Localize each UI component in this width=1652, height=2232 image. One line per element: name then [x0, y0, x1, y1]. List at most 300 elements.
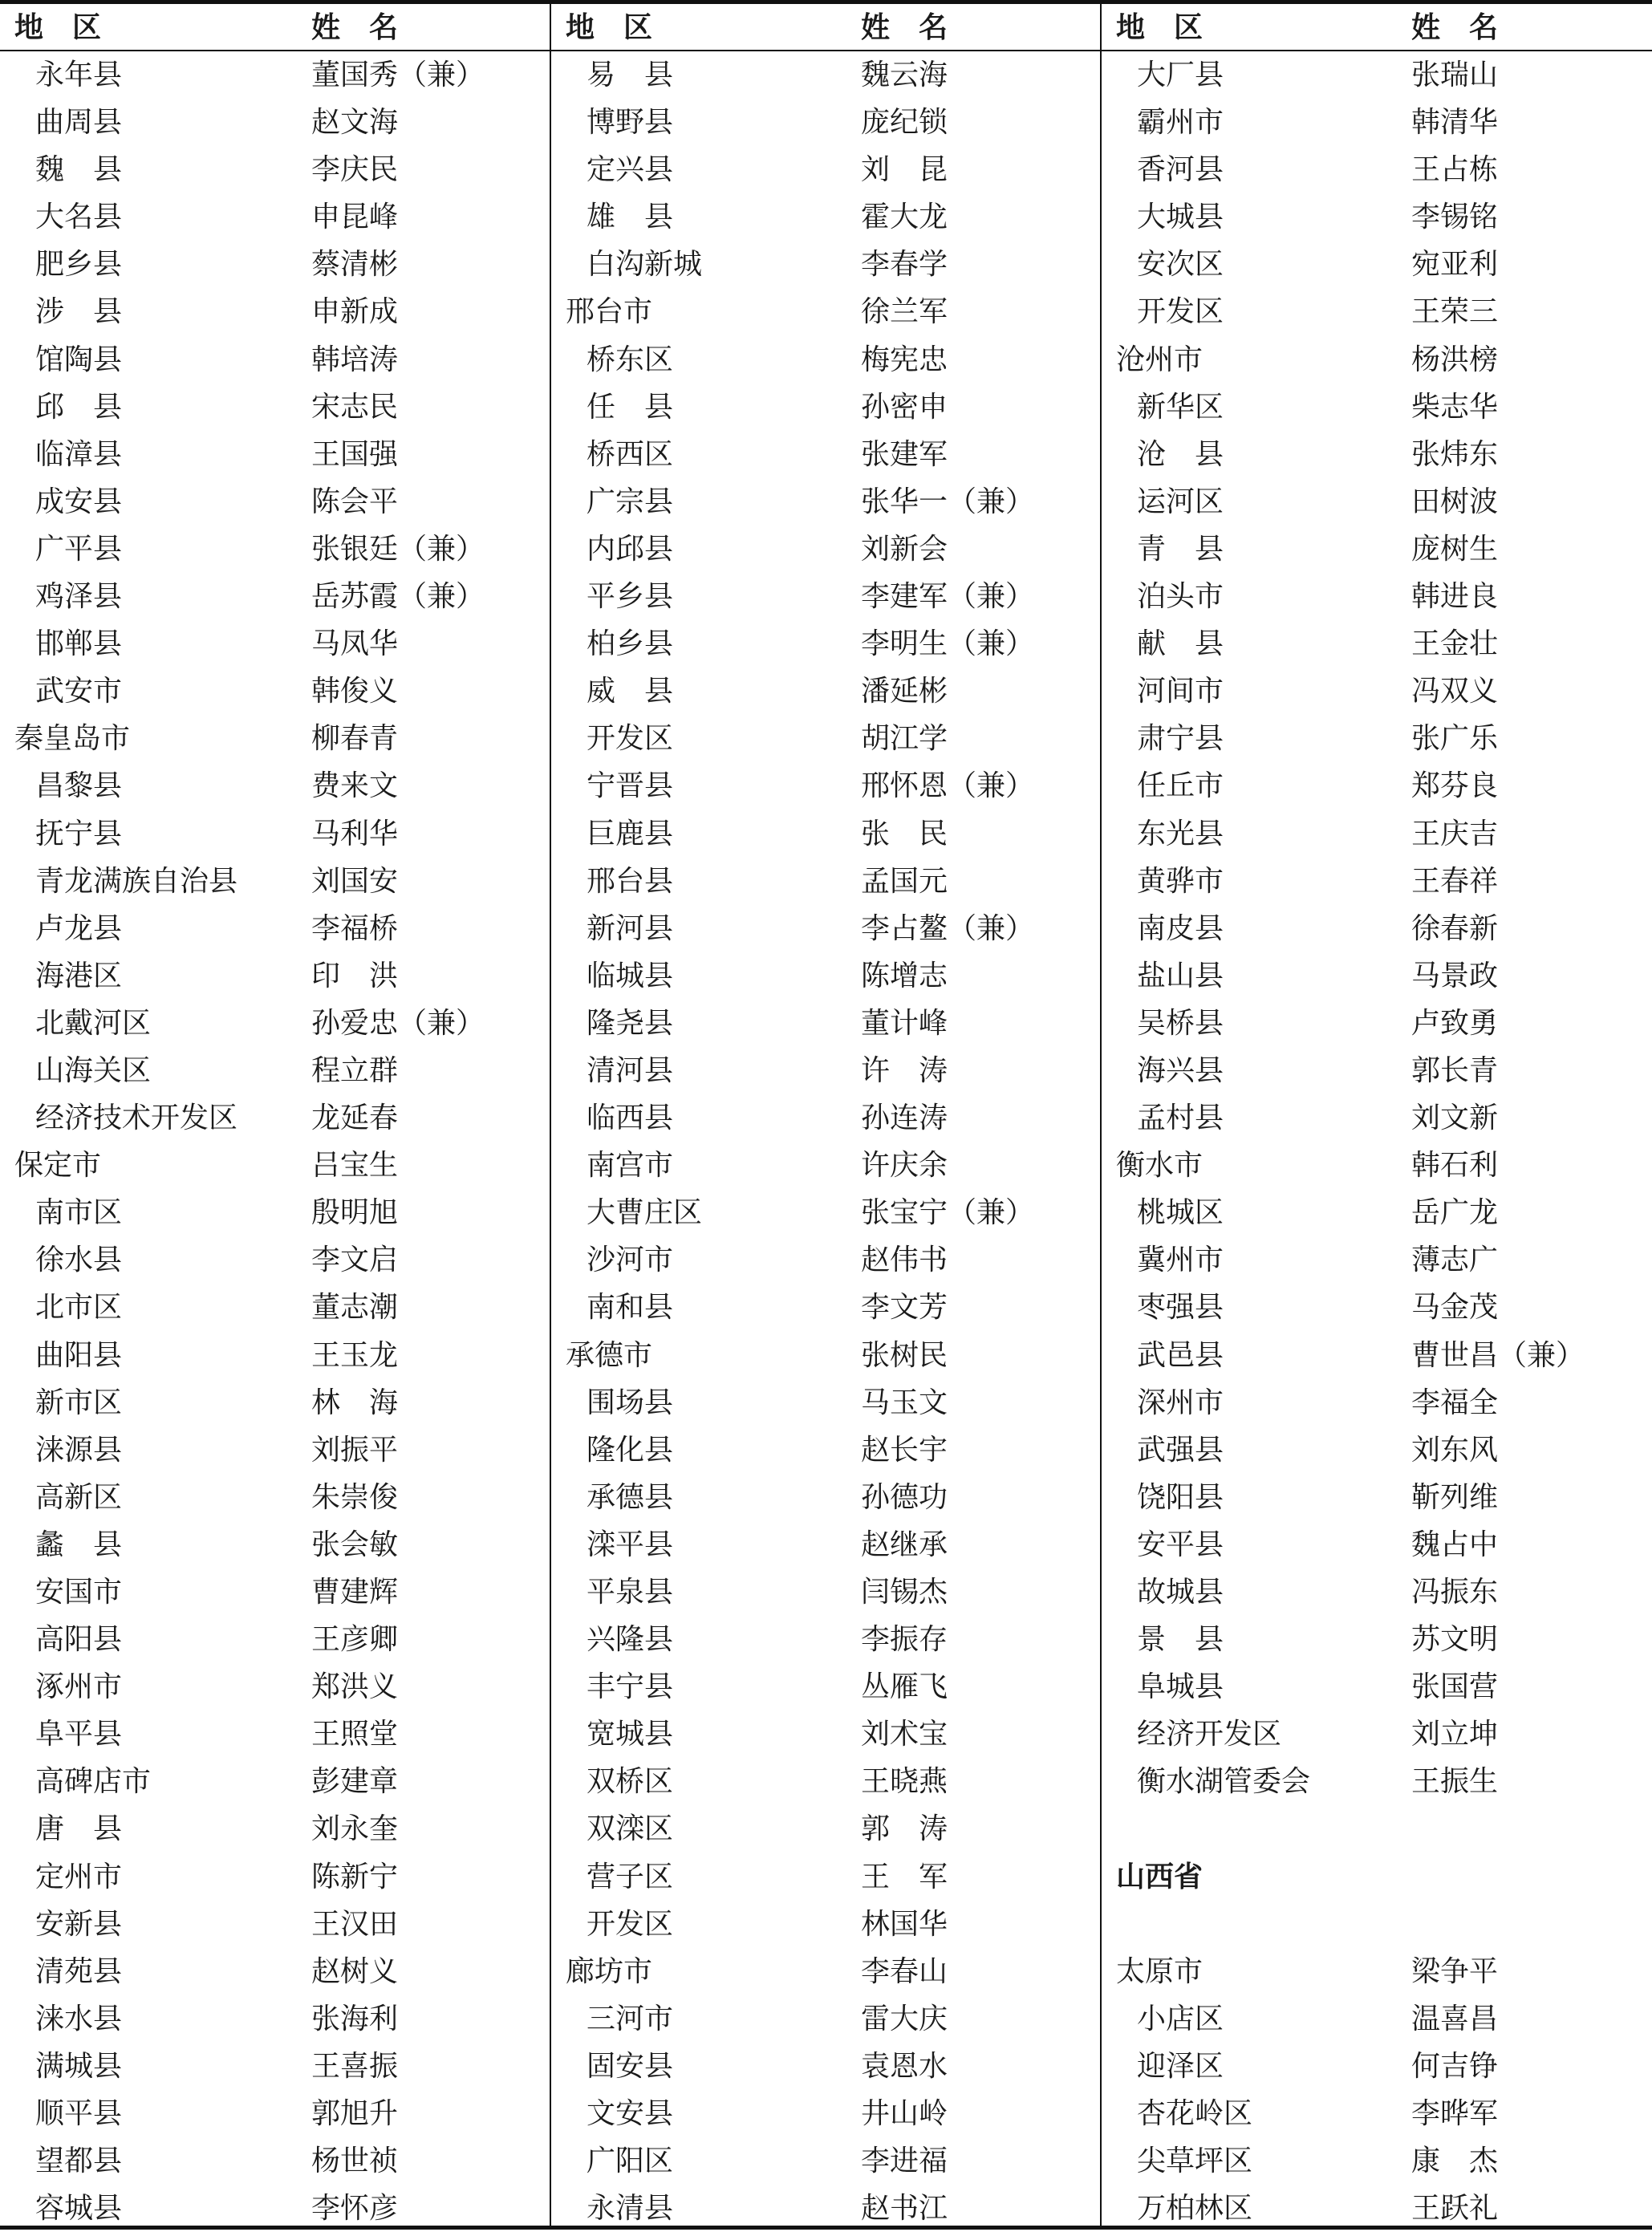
person-name-cell: 潘延彬 [861, 675, 948, 708]
region-cell: 新河县 [587, 911, 674, 945]
person-name-cell: 张银廷（兼） [311, 532, 485, 566]
person-name-cell: 孙德功 [861, 1480, 948, 1514]
person-name-cell: 闫锡杰 [861, 1576, 948, 1609]
person-name-cell: 赵书江 [861, 2192, 948, 2226]
person-name-cell: 刘东风 [1411, 1433, 1499, 1467]
person-name-cell: 柳春青 [311, 722, 399, 756]
region-cell: 双桥区 [587, 1765, 674, 1799]
region-cell: 清河县 [587, 1053, 674, 1087]
region-cell: 盐山县 [1137, 959, 1224, 992]
person-name-cell: 李庆民 [311, 153, 399, 187]
person-name-cell: 宋志民 [311, 390, 399, 424]
person-name-cell: 李怀彦 [311, 2192, 399, 2226]
table-row [551, 1948, 1100, 1995]
person-name-cell: 韩进良 [1411, 580, 1499, 614]
person-name-cell: 韩俊义 [311, 675, 399, 708]
region-cell: 大厂县 [1137, 59, 1224, 91]
table-row [0, 1948, 550, 1995]
table-row [0, 1284, 550, 1331]
person-name-cell: 刘新会 [861, 532, 948, 566]
region-cell: 高新区 [35, 1480, 123, 1514]
table-row [0, 1094, 550, 1142]
region-cell: 广宗县 [587, 485, 674, 518]
region-cell: 唐 县 [35, 1812, 123, 1846]
person-name-cell: 马凤华 [311, 627, 399, 661]
person-name-cell: 李明生（兼） [861, 627, 1035, 661]
region-cell: 营子区 [587, 1860, 674, 1893]
region-cell: 桥东区 [587, 343, 674, 376]
person-name-cell: 张宝宁（兼） [861, 1196, 1035, 1230]
region-cell: 深州市 [1137, 1386, 1224, 1419]
person-name-cell: 刘永奎 [311, 1812, 399, 1846]
person-name-cell: 霍大龙 [861, 201, 948, 234]
region-cell: 南市区 [35, 1196, 123, 1230]
person-name-cell: 张华一（兼） [861, 485, 1035, 518]
person-name-cell: 李福全 [1411, 1386, 1499, 1419]
header-name: 姓 名 [311, 10, 399, 44]
table-row [551, 526, 1100, 573]
table-row [1102, 1047, 1652, 1094]
table-row [0, 1189, 550, 1236]
region-cell: 涞源县 [35, 1433, 123, 1467]
region-cell: 任丘市 [1137, 769, 1224, 803]
table-row [1102, 1805, 1652, 1853]
table-row [1102, 1094, 1652, 1142]
region-cell: 隆化县 [587, 1433, 674, 1467]
region-cell: 杏花岭区 [1137, 2097, 1253, 2131]
person-name-cell: 刘振平 [311, 1433, 399, 1467]
header-region: 地 区 [566, 10, 653, 44]
person-name-cell: 龙延春 [311, 1102, 399, 1135]
region-cell: 青 县 [1137, 532, 1224, 566]
table-row [551, 146, 1100, 193]
region-cell: 抚宁县 [35, 817, 123, 850]
person-name-cell: 王跃礼 [1411, 2192, 1499, 2226]
table-row [551, 858, 1100, 905]
table-row [0, 668, 550, 715]
region-cell: 围场县 [587, 1386, 674, 1419]
table-row [551, 2185, 1100, 2232]
region-cell: 永清县 [587, 2192, 674, 2226]
table-column-2 [551, 0, 1100, 2230]
region-cell: 枣强县 [1137, 1291, 1224, 1325]
table-row [0, 2043, 550, 2090]
person-name-cell: 梁争平 [1411, 1954, 1499, 1988]
region-cell: 易 县 [587, 59, 674, 91]
region-cell: 兴隆县 [587, 1623, 674, 1657]
table-row [1102, 478, 1652, 526]
person-name-cell: 王国强 [311, 437, 399, 471]
region-cell: 高阳县 [35, 1623, 123, 1657]
table-row [1102, 1521, 1652, 1568]
table-row [551, 1379, 1100, 1426]
table-row [0, 858, 550, 905]
table-row [0, 146, 550, 193]
person-name-cell: 董计峰 [861, 1006, 948, 1040]
table-row [1102, 1995, 1652, 2043]
person-name-cell: 胡江学 [861, 722, 948, 756]
region-cell: 承德市 [566, 1338, 653, 1372]
region-cell: 曲阳县 [35, 1338, 123, 1372]
region-cell: 内邱县 [587, 532, 674, 566]
person-name-cell: 卢致勇 [1411, 1006, 1499, 1040]
table-row [0, 620, 550, 668]
person-name-cell: 温喜昌 [1411, 2002, 1499, 2035]
person-name-cell: 郭旭升 [311, 2097, 399, 2131]
region-cell: 馆陶县 [35, 343, 123, 376]
table-row [551, 668, 1100, 715]
region-cell: 香河县 [1137, 153, 1224, 187]
table-row [551, 193, 1100, 241]
person-name-cell: 刘立坤 [1411, 1718, 1499, 1751]
table-row [551, 1758, 1100, 1805]
person-name-cell: 王庆吉 [1411, 817, 1499, 850]
table-row [1102, 810, 1652, 858]
person-name-cell: 李建军（兼） [861, 580, 1035, 614]
region-cell: 滦平县 [587, 1528, 674, 1561]
person-name-cell: 董志潮 [311, 1291, 399, 1325]
person-name-cell: 张广乐 [1411, 722, 1499, 756]
person-name-cell: 张会敏 [311, 1528, 399, 1561]
table-row [1102, 1948, 1652, 1995]
region-cell: 霸州市 [1137, 106, 1224, 140]
table-row [0, 1568, 550, 1616]
person-name-cell: 赵树义 [311, 1954, 399, 1988]
table-row [0, 1758, 550, 1805]
region-cell: 经济开发区 [1137, 1718, 1282, 1751]
person-name-cell: 马景政 [1411, 959, 1499, 992]
table-row [551, 1142, 1100, 1189]
person-name-cell: 袁恩水 [861, 2049, 948, 2083]
table-row [1102, 241, 1652, 288]
table-row [0, 99, 550, 146]
header-name: 姓 名 [861, 10, 948, 44]
table-row [0, 51, 550, 99]
table-row [551, 1426, 1100, 1474]
table-row [551, 1711, 1100, 1758]
table-row [0, 1426, 550, 1474]
table-rows [551, 51, 1100, 2232]
region-cell: 北市区 [35, 1291, 123, 1325]
person-name-cell: 吕宝生 [311, 1149, 399, 1183]
table-row [1102, 573, 1652, 620]
region-cell: 新华区 [1137, 390, 1224, 424]
table-row [0, 952, 550, 1000]
person-name-cell: 赵伟书 [861, 1244, 948, 1277]
region-cell: 小店区 [1137, 2002, 1224, 2035]
person-name-cell: 郑洪义 [311, 1670, 399, 1704]
table-row [1102, 1189, 1652, 1236]
region-cell: 泊头市 [1137, 580, 1224, 614]
region-cell: 海兴县 [1137, 1053, 1224, 1087]
table-row [551, 1853, 1100, 1901]
table-row [1102, 1379, 1652, 1426]
region-cell: 武强县 [1137, 1433, 1224, 1467]
table-row [1102, 1474, 1652, 1521]
region-cell: 徐水县 [35, 1244, 123, 1277]
person-name-cell: 张海利 [311, 2002, 399, 2035]
person-name-cell: 申昆峰 [311, 201, 399, 234]
region-cell: 故城县 [1137, 1576, 1224, 1609]
person-name-cell: 梅宪忠 [861, 343, 948, 376]
region-cell: 邢台县 [587, 864, 674, 898]
header-region: 地 区 [1116, 10, 1203, 44]
region-cell: 海港区 [35, 959, 123, 992]
person-name-cell: 李占鳌（兼） [861, 911, 1035, 945]
table-row [0, 1474, 550, 1521]
region-cell: 肃宁县 [1137, 722, 1224, 756]
table-row [1102, 1616, 1652, 1663]
table-row [551, 1995, 1100, 2043]
table-row [1102, 2090, 1652, 2137]
table-row [1102, 858, 1652, 905]
region-cell: 阜城县 [1137, 1670, 1224, 1704]
table-row [1102, 336, 1652, 383]
region-cell: 饶阳县 [1137, 1480, 1224, 1514]
table-row [1102, 1426, 1652, 1474]
person-name-cell: 印 洪 [311, 959, 399, 992]
region-cell: 南和县 [587, 1291, 674, 1325]
table-row [1102, 1142, 1652, 1189]
region-cell: 沧州市 [1116, 343, 1203, 376]
table-row [1102, 905, 1652, 952]
region-cell: 邱 县 [35, 390, 123, 424]
table-row [1102, 1901, 1652, 1948]
region-cell: 鸡泽县 [35, 580, 123, 614]
person-name-cell: 陈增志 [861, 959, 948, 992]
region-cell: 迎泽区 [1137, 2049, 1224, 2083]
table-row [1102, 1332, 1652, 1379]
table-row [0, 1805, 550, 1853]
person-name-cell: 林国华 [861, 1907, 948, 1941]
person-name-cell: 田树波 [1411, 485, 1499, 518]
person-name-cell: 靳列维 [1411, 1480, 1499, 1514]
region-cell: 临西县 [587, 1102, 674, 1135]
person-name-cell: 彭建章 [311, 1765, 399, 1799]
region-cell: 保定市 [14, 1149, 102, 1183]
region-cell: 宁晋县 [587, 769, 674, 803]
person-name-cell: 庞树生 [1411, 532, 1499, 566]
table-row [551, 241, 1100, 288]
region-cell: 临城县 [587, 959, 674, 992]
region-cell: 高碑店市 [35, 1765, 152, 1799]
region-cell: 白沟新城 [587, 248, 703, 282]
person-name-cell: 邢怀恩（兼） [861, 769, 1035, 803]
person-name-cell: 王晓燕 [861, 1765, 948, 1799]
person-name-cell: 张炜东 [1411, 437, 1499, 471]
region-cell: 宽城县 [587, 1718, 674, 1751]
person-name-cell: 丛雁飞 [861, 1670, 948, 1704]
table-row [0, 526, 550, 573]
table-row [551, 1663, 1100, 1711]
person-name-cell: 李振存 [861, 1623, 948, 1657]
region-cell: 大曹庄区 [587, 1196, 703, 1230]
person-name-cell: 王荣三 [1411, 295, 1499, 329]
table-row [1102, 51, 1652, 99]
person-name-cell: 杨洪榜 [1411, 343, 1499, 376]
table-row [551, 336, 1100, 383]
person-name-cell: 王彦卿 [311, 1623, 399, 1657]
table-row [0, 1901, 550, 1948]
region-cell: 昌黎县 [35, 769, 123, 803]
person-name-cell: 宛亚利 [1411, 248, 1499, 282]
person-name-cell: 刘国安 [311, 864, 399, 898]
region-cell: 涿州市 [35, 1670, 123, 1704]
person-name-cell: 王占栋 [1411, 153, 1499, 187]
table-row [0, 1995, 550, 2043]
table-row [551, 1332, 1100, 1379]
person-name-cell: 王 军 [861, 1860, 948, 1893]
table-row [0, 905, 550, 952]
region-cell: 青龙满族自治县 [35, 864, 238, 898]
region-cell: 定兴县 [587, 153, 674, 187]
table-row [551, 1236, 1100, 1284]
table-row [0, 336, 550, 383]
table-row [0, 431, 550, 478]
person-name-cell: 韩石利 [1411, 1149, 1499, 1183]
person-name-cell: 孙密申 [861, 390, 948, 424]
region-cell: 黄骅市 [1137, 864, 1224, 898]
table-row [1102, 193, 1652, 241]
region-cell: 北戴河区 [35, 1006, 152, 1040]
table-row [551, 1901, 1100, 1948]
table-row [1102, 1284, 1652, 1331]
table-row [0, 1332, 550, 1379]
person-name-cell: 岳苏霞（兼） [311, 580, 485, 614]
person-name-cell: 王振生 [1411, 1765, 1499, 1799]
table-row [0, 383, 550, 431]
person-name-cell: 孟国元 [861, 864, 948, 898]
person-name-cell: 许 涛 [861, 1053, 948, 1087]
region-cell: 永年县 [35, 59, 123, 91]
person-name-cell: 刘文新 [1411, 1102, 1499, 1135]
region-cell: 丰宁县 [587, 1670, 674, 1704]
table-row [551, 1189, 1100, 1236]
table-row [551, 1521, 1100, 1568]
table-row [1102, 383, 1652, 431]
person-name-cell: 李文芳 [861, 1291, 948, 1325]
table-row [1102, 1663, 1652, 1711]
person-name-cell: 冯双义 [1411, 675, 1499, 708]
person-name-cell: 刘术宝 [861, 1718, 948, 1751]
region-cell: 邢台市 [566, 295, 653, 329]
person-name-cell: 何吉铮 [1411, 2049, 1499, 2083]
region-cell: 蠡 县 [35, 1528, 123, 1561]
table-row [551, 952, 1100, 1000]
region-cell: 衡水湖管委会 [1137, 1765, 1311, 1799]
province-heading-row [1102, 1853, 1652, 1901]
region-cell: 武安市 [35, 675, 123, 708]
province-name: 山西省 [1116, 1859, 1203, 1893]
person-name-cell: 魏云海 [861, 59, 948, 91]
region-cell: 南宫市 [587, 1149, 674, 1183]
region-cell: 吴桥县 [1137, 1006, 1224, 1040]
table-row [0, 478, 550, 526]
table-row [1102, 526, 1652, 573]
table-row [551, 905, 1100, 952]
person-name-cell: 费来文 [311, 769, 399, 803]
region-cell: 广平县 [35, 532, 123, 566]
person-name-cell: 董国秀（兼） [311, 59, 485, 91]
table-row [1102, 715, 1652, 762]
person-name-cell: 魏占中 [1411, 1528, 1499, 1561]
person-name-cell: 郭 涛 [861, 1812, 948, 1846]
person-name-cell: 李福桥 [311, 911, 399, 945]
person-name-cell: 李春山 [861, 1954, 948, 1988]
region-cell: 献 县 [1137, 627, 1224, 661]
table-row [551, 2090, 1100, 2137]
region-cell: 魏 县 [35, 153, 123, 187]
person-name-cell: 徐兰军 [861, 295, 948, 329]
table-row [0, 1663, 550, 1711]
region-cell: 威 县 [587, 675, 674, 708]
table-row [0, 2185, 550, 2232]
table-row [551, 620, 1100, 668]
person-name-cell: 李进福 [861, 2145, 948, 2178]
region-cell: 定州市 [35, 1860, 123, 1893]
region-cell: 新市区 [35, 1386, 123, 1419]
table-row [551, 1474, 1100, 1521]
person-name-cell: 韩清华 [1411, 106, 1499, 140]
person-name-cell: 李晔军 [1411, 2097, 1499, 2131]
region-cell: 桥西区 [587, 437, 674, 471]
region-cell: 大城县 [1137, 201, 1224, 234]
region-cell: 万柏林区 [1137, 2192, 1253, 2226]
region-cell: 双滦区 [587, 1812, 674, 1846]
region-cell: 肥乡县 [35, 248, 123, 282]
person-name-cell: 薄志广 [1411, 1244, 1499, 1277]
region-cell: 柏乡县 [587, 627, 674, 661]
table-row [0, 1142, 550, 1189]
table-row [1102, 2043, 1652, 2090]
person-name-cell: 柴志华 [1411, 390, 1499, 424]
region-cell: 邯郸县 [35, 627, 123, 661]
table-row [0, 1521, 550, 1568]
region-cell: 景 县 [1137, 1623, 1224, 1657]
table-row [0, 241, 550, 288]
person-name-cell: 孙连涛 [861, 1102, 948, 1135]
table-row [1102, 1568, 1652, 1616]
region-cell: 太原市 [1116, 1954, 1203, 1988]
table-row [0, 1047, 550, 1094]
table-row [551, 288, 1100, 335]
table-row [551, 383, 1100, 431]
person-name-cell: 冯振东 [1411, 1576, 1499, 1609]
table-row [1102, 431, 1652, 478]
region-cell: 文安县 [587, 2097, 674, 2131]
region-cell: 安次区 [1137, 248, 1224, 282]
person-name-cell: 李文启 [311, 1244, 399, 1277]
table-row [0, 1853, 550, 1901]
person-name-cell: 岳广龙 [1411, 1196, 1499, 1230]
person-name-cell: 申新成 [311, 295, 399, 329]
person-name-cell: 赵长宇 [861, 1433, 948, 1467]
region-cell: 衡水市 [1116, 1149, 1203, 1183]
region-cell: 廊坊市 [566, 1954, 653, 1988]
region-cell: 安平县 [1137, 1528, 1224, 1561]
table-rows [1102, 51, 1652, 2232]
table-row [1102, 1000, 1652, 1047]
person-name-cell: 张树民 [861, 1338, 948, 1372]
table-row [551, 573, 1100, 620]
table-row [0, 1000, 550, 1047]
table-row [1102, 1758, 1652, 1805]
person-name-cell: 郭长青 [1411, 1053, 1499, 1087]
person-name-cell: 孙爱忠（兼） [311, 1006, 485, 1040]
table-row [0, 715, 550, 762]
person-name-cell: 王汉田 [311, 1907, 399, 1941]
person-name-cell: 殷明旭 [311, 1196, 399, 1230]
